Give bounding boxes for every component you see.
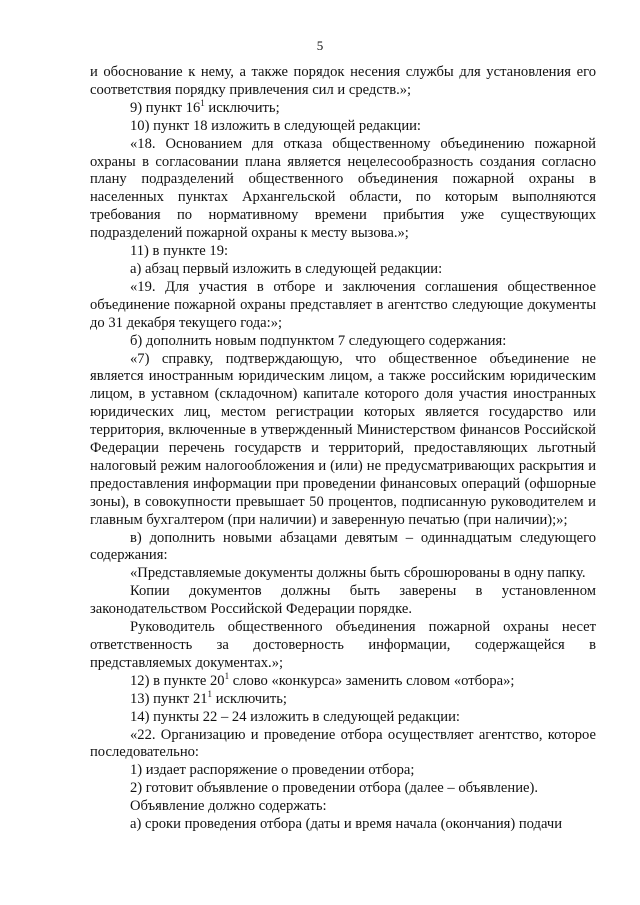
- paragraph: а) сроки проведения отбора (даты и время начала (окончания) подачи: [130, 816, 563, 833]
- paragraph: 13) пункт $21^1$ исключить;: [130, 688, 287, 707]
- paragraph: «22. Организацию и проведение отбора осуществляет агентство, которое последовательно:: [90, 726, 596, 761]
- paragraph: 9) пункт $16^1$ исключить;: [130, 97, 280, 116]
- paragraph: 10) пункт 18 изложить в следующей редакции:: [130, 117, 421, 134]
- superscript: 1: [207, 688, 213, 699]
- paragraph: «19. Для участия в отборе и заключения соглашения общественное объединение пожарной охраны представляет в агентство следующие документы до 31 декабря текущего года:»;: [90, 278, 596, 331]
- paragraph: «18. Основанием для отказа общественному объединению пожарной охраны в согласовании плана является нецелесообразность создания согласно плану подразделений общественного объединения пожарной охраны в населенных пунктах Архангельской области, по которым выполняются требования по нормативному времени прибытия уже существующих подразделений пожарной охраны к месту вызова.»;: [90, 135, 596, 242]
- superscript: 1: [224, 670, 230, 681]
- paragraph: и обоснование к нему, а также порядок несения службы для установления его соответствия порядку привлечения сил и средств.»;: [90, 64, 596, 98]
- paragraph: Копии документов должны быть заверены в установленном законодательством Российской Федерации порядке.: [90, 583, 596, 618]
- document-body: [90, 64, 596, 834]
- paragraph: в) дополнить новыми абзацами девятым – одиннадцатым следующего содержания:: [90, 529, 596, 564]
- paragraph: 11) в пункте 19:: [130, 243, 229, 260]
- paragraph: 14) пункты 22 – 24 изложить в следующей редакции:: [130, 708, 460, 725]
- superscript: 1: [200, 97, 205, 108]
- paragraph: 2) готовит объявление о проведении отбора (далее – объявление).: [130, 780, 539, 797]
- paragraph: а) абзац первый изложить в следующей редакции:: [130, 260, 443, 277]
- paragraph: 1) издает распоряжение о проведении отбора;: [130, 762, 415, 779]
- page-number: 5: [316, 38, 324, 53]
- paragraph: б) дополнить новым подпунктом 7 следующего содержания:: [130, 332, 507, 349]
- paragraph: «7) справку, подтверждающую, что общественное объединение не является иностранным юридическим лицом, а также российским юридическим лицом, в уставном (складочном) капитале которого доля участия иностранных юридических лиц, местом регистрации которых является государство или территория, включенные в утвержденный Министерством финансов Российской Федерации перечень государств и территорий, предоставляющих льготный налоговый режим налогообложения и (или) не предусматривающих раскрытия и предоставления информации при проведении финансовых операций (офшорные зоны), в совокупности превышает 50 процентов, подписанную руководителем и главным бухгалтером (при наличии) и заверенную печатью (при наличии);»;: [90, 350, 596, 528]
- paragraph: «Представляемые документы должны быть сброшюрованы в одну папку.: [130, 565, 586, 582]
- paragraph: Руководитель общественного объединения пожарной охраны несет ответственность за достоверность информации, содержащейся в представляемых документах.»;: [90, 619, 596, 671]
- paragraph: Объявление должно содержать:: [130, 798, 327, 815]
- paragraph: 12) в пункте $20^1$ слово «конкурса» заменить словом «отбора»;: [130, 670, 515, 689]
